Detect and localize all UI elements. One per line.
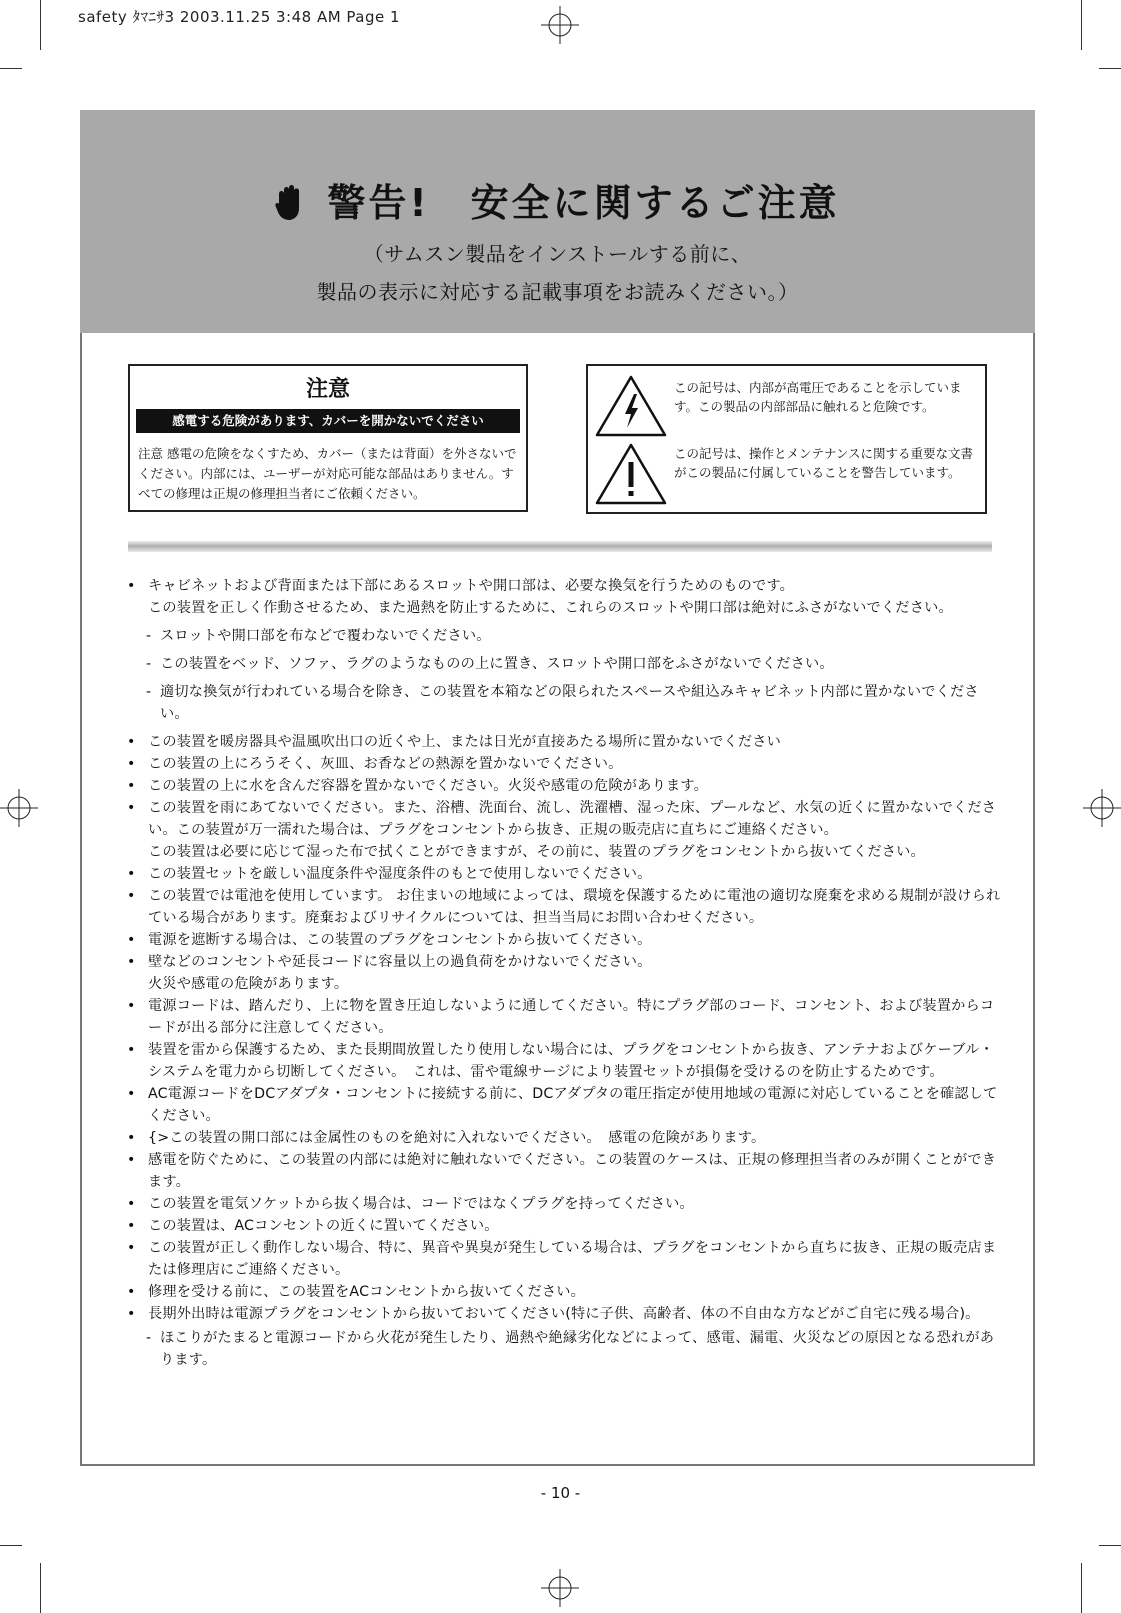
list-item: • この装置の上に水を含んだ容器を置かないでください。火災や感電の危険があります。 — [127, 778, 708, 794]
list-item: • この装置が正しく動作しない場合、特に、異音や異臭が発生している場合は、プラグをコンセントから直ちに抜き、正規の販売店または修理店にご連絡ください。 — [127, 1240, 997, 1278]
crop-mark — [0, 1545, 22, 1546]
list-item: • 長期外出時は電源プラグをコンセントから抜いておいてください(特に子供、高齢者、体の不自由な方などがご自宅に残る場合)。 — [127, 1306, 980, 1322]
list-item: • AC電源コードをDCアダプタ・コンセントに接続する前に、DCアダプタの電圧指定が使用地域の電源に対応していることを確認してください。 — [127, 1086, 998, 1124]
list-item: • キャビネットおよび背面または下部にあるスロットや開口部は、必要な換気を行うためのものです。 — [127, 578, 795, 594]
list-sub-item: - この装置をベッド、ソファ、ラグのようなものの上に置き、スロットや開口部をふさがないでください。 — [146, 656, 834, 672]
lightning-warning-icon — [594, 374, 668, 438]
banner-title: 警告! 安全に関するご注意 — [327, 181, 840, 225]
caution-label — [128, 364, 528, 512]
list-item-note: この装置は必要に応じて湿った布で拭くことができますが、その前に、装置のプラグをコンセントから抜いてください。 — [148, 844, 925, 860]
list-item-note: 火災や感電の危険があります。 — [148, 976, 349, 992]
page-number: - 10 - — [540, 1484, 581, 1502]
list-item: • 感電を防ぐために、この装置の内部には絶対に触れないでください。この装置のケースは、正規の修理担当者のみが開くことができます。 — [127, 1152, 997, 1190]
list-item: • 電源を遮断する場合は、この装置のプラグをコンセントから抜いてください。 — [127, 932, 652, 948]
list-item: • 壁などのコンセントや延長コードに容量以上の過負荷をかけないでください。 — [127, 954, 652, 970]
safety-instructions-list — [125, 575, 1005, 1371]
list-sub-item: - スロットや開口部を布などで覆わないでください。 — [146, 628, 491, 644]
crop-mark — [0, 68, 22, 69]
section-divider — [128, 541, 992, 552]
list-item: • 電源コードは、踏んだり、上に物を置き圧迫しないように通してください。特にプラグ部のコード、コンセント、および装置からコードが出る部分に注意してください。 — [127, 998, 995, 1036]
attention-symbol-text: この記号は、操作とメンテナンスに関する重要な文書がこの製品に付属していることを警告しています。 — [674, 446, 974, 480]
voltage-symbol-text: この記号は、内部が高電圧であることを示しています。この製品の内部部品に触れると危険です。 — [674, 380, 962, 414]
list-sub-item: - ほこりがたまると電源コードから火花が発生したり、過熱や絶縁劣化などによって、感電、漏電、火災などの原因となる恐れがあります。 — [146, 1330, 995, 1368]
caution-body-text: 注意 感電の危険をなくすため、カバー（または背面）を外さないでください。内部には、ユーザーが対応可能な部品はありません。すべての修理は正規の修理担当者にご依頼ください。 — [138, 446, 517, 501]
crop-mark — [40, 0, 41, 50]
hand-stop-icon — [275, 182, 305, 222]
list-item: • この装置は、ACコンセントの近くに置いてください。 — [127, 1218, 499, 1234]
list-item: • この装置を雨にあてないでください。また、浴槽、洗面台、流し、洗濯槽、湿った床、プールなど、水気の近くに置かないでください。この装置が万一濡れた場合は、プラグをコンセントから抜き、正規の販売店に直ちにご連絡ください。 — [127, 800, 997, 838]
exclamation-warning-icon — [594, 442, 668, 506]
print-slug: safety ﾀﾏﾆｻ3 2003.11.25 3:48 AM Page 1 — [78, 8, 401, 26]
list-item: • 修理を受ける前に、この装置をACコンセントから抜いてください。 — [127, 1284, 586, 1300]
registration-mark-icon — [541, 6, 579, 44]
list-item: • この装置の上にろうそく、灰皿、お香などの熱源を置かないでください。 — [127, 756, 623, 772]
warning-banner — [80, 110, 1035, 333]
banner-heading — [80, 172, 1035, 227]
crop-mark — [1081, 0, 1082, 50]
crop-mark — [1099, 1545, 1121, 1546]
caution-warning-bar: 感電する危険があります、カバーを開かないでください — [136, 409, 520, 433]
crop-mark — [1099, 68, 1121, 69]
banner-subtitle-line-1: （サムスン製品をインストールする前に、 — [363, 242, 752, 266]
list-sub-item: - 適切な換気が行われている場合を除き、この装置を本箱などの限られたスペースや組込みキャビネット内部に置かないでください。 — [146, 684, 979, 722]
list-item: • {>この装置の開口部には金属性のものを絶対に入れないでください。 感電の危険があります。 — [127, 1130, 766, 1146]
symbol-explanation-box — [586, 364, 987, 514]
banner-subtitle-line-2: 製品の表示に対応する記載事項をお読みください。） — [316, 280, 799, 304]
list-item-note: この装置を正しく作動させるため、また過熱を防止するために、これらのスロットや開口部は絶対にふさがないでください。 — [148, 600, 953, 616]
registration-mark-icon — [0, 789, 38, 827]
list-item: • この装置を暖房器具や温風吹出口の近くや上、または日光が直接あたる場所に置かないでください — [127, 734, 782, 750]
caution-title: 注意 — [305, 377, 350, 402]
list-item: • この装置を電気ソケットから抜く場合は、コードではなくプラグを持ってください。 — [127, 1196, 694, 1212]
list-item: • この装置セットを厳しい温度条件や湿度条件のもとで使用しないでください。 — [127, 866, 652, 882]
crop-mark — [40, 1563, 41, 1613]
crop-mark — [1081, 1563, 1082, 1613]
list-item: • この装置では電池を使用しています。 お住まいの地域によっては、環境を保護するために電池の適切な廃棄を求める規制が設けられている場合があります。廃棄およびリサイクルについては、担当当局にお問い合わせください。 — [127, 888, 1001, 926]
registration-mark-icon — [1083, 789, 1121, 827]
registration-mark-icon — [541, 1569, 579, 1607]
list-item: • 装置を雷から保護するため、また長期間放置したり使用しない場合には、プラグをコンセントから抜き、アンテナおよびケーブル・システムを電力から切断してください。 これは、雷や電線サージにより装置セットが損傷を受けるのを防止するためです。 — [127, 1042, 994, 1080]
